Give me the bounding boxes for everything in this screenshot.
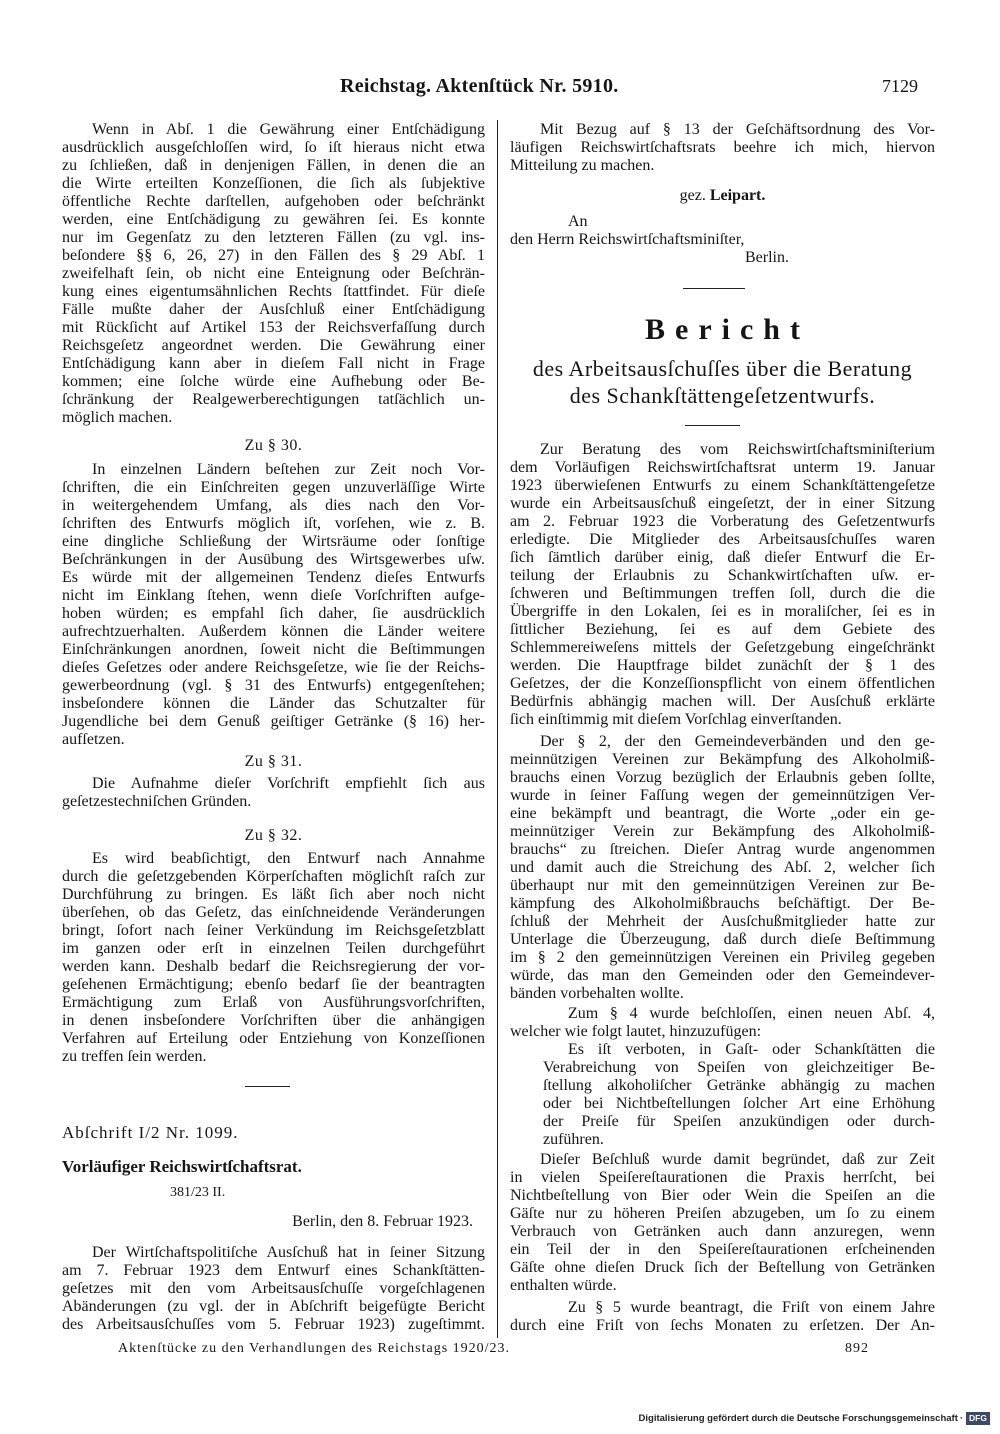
text-line: In einzelnen Ländern beſtehen zur Zeit noch Vor- — [92, 461, 485, 478]
footer-series: Aktenſtücke zu den Verhandlungen des Reichstags 1920/23. — [118, 1341, 511, 1356]
text-line: Reichsgeſetz angeordnet werden. Die Gewährung einer — [62, 337, 485, 354]
text-line: am 2. Februar 1923 die Vorberatung des Geſetzentwurfs — [510, 513, 935, 530]
text-line: kung eines eigentumsähnlichen Rechts ſtattfindet. Für dieſe — [62, 283, 485, 300]
paragraph-letter-body — [62, 1244, 485, 1334]
text-line: ausdrücklich ausgeſchloſſen wird, ſo iſt hieraus nicht etwa — [62, 139, 485, 156]
text-line: Der § 2, der den Gemeindeverbänden und den ge- — [540, 733, 935, 750]
text-line: meinnützigen Vereinen zur Bekämpfung des Alkoholmiß- — [510, 751, 935, 768]
text-line: ſchriften, die ein Einſchreiten gegen unzuverläſſige Wirte — [62, 479, 485, 496]
text-line: erledigte. Die Mitglieder des Arbeitsausſchuſſes waren — [510, 531, 935, 548]
text-line: werden. Die Hauptfrage bildet zunächſt der § 1 des — [510, 657, 935, 674]
footer-sheet-number: 892 — [845, 1341, 869, 1356]
text-line: ſchweren und Beſtimmungen treffen ſoll, durch die die — [510, 585, 935, 602]
text-line: der Preiſe für Speiſen anzukündigen oder durch- — [543, 1113, 935, 1130]
address-recipient: den Herrn Reichswirtſchaftsminiſter, — [510, 231, 745, 248]
paragraph-section-32 — [62, 850, 485, 1066]
text-line: dem Vorläufigen Reichswirtſchaftsrat unterm 19. Januar — [510, 459, 935, 476]
paragraph-letter-continuation — [510, 121, 935, 175]
text-line: überſehen, ob das Geſetz, das einſchneidende Veränderungen — [62, 904, 485, 921]
text-line: würde, das man den Gemeinden oder den Gemeindever- — [510, 967, 935, 984]
text-line: Jugendliche bei dem Genuß geiſtiger Getränke (§ 16) her- — [62, 713, 485, 730]
text-line: aufſetzen. — [62, 731, 125, 748]
text-line: in weitergehendem Umfang, als dies nach den Vor- — [62, 497, 485, 514]
text-line: werden kann. Deshalb bedarf die Reichsregierung der vor- — [62, 958, 485, 975]
text-line: Wenn in Abſ. 1 die Gewährung einer Entſchädigung — [92, 121, 485, 138]
text-line: durch eine Friſt von ſechs Monaten zu erſetzen. Der An- — [510, 1317, 935, 1334]
dfg-logo-icon: DFG — [966, 1412, 990, 1425]
text-line: ſich einſtimmig mit dieſem Vorſchlag einverſtanden. — [510, 711, 842, 728]
paragraph-section-5 — [510, 1299, 935, 1335]
paragraph-compensation — [62, 121, 485, 427]
text-line: Unterlage die Überzeugung, daß durch dieſe Beſtimmung — [510, 931, 935, 948]
text-line: brauchs“ zu ſtreichen. Dieſer Antrag wurde angenommen — [510, 841, 935, 858]
text-line: kämpfung des Alkoholmißbrauchs beſchäftigt. Der Be- — [510, 895, 935, 912]
text-line: insbeſondere können die Länder das Schutzalter für — [62, 695, 485, 712]
letter-place-date: Berlin, den 8. Februar 1923. — [292, 1213, 473, 1230]
text-line: mit Rückſicht auf Artikel 153 der Reichsverfaſſung durch — [62, 319, 485, 336]
paragraph-section-4 — [510, 1005, 935, 1041]
text-line: bringt, ſofort nach ſeiner Verkündung im Reichsgeſetzblatt — [62, 922, 485, 939]
text-line: Es iſt verboten, in Gaſt- oder Schankſtätten die — [568, 1041, 935, 1058]
running-title: Reichstag. Aktenſtück Nr. 5910. — [340, 75, 619, 97]
text-line: Durchführung zu bringen. Es läßt ſich aber noch nicht — [62, 886, 485, 903]
text-line: Der Wirtſchaftspolitiſche Ausſchuß hat in ſeiner Sitzung — [92, 1244, 485, 1261]
text-line: kommen; eine ſolche würde eine Aufhebung oder Be- — [62, 373, 485, 390]
text-line: am 7. Februar 1923 dem Entwurf eines Schankſtätten- — [62, 1262, 485, 1279]
text-line: geſetzestechniſchen Gründen. — [62, 793, 252, 810]
text-line: Übergriffe in den Lokalen, ſei es in moraliſcher, ſei es in — [510, 603, 935, 620]
text-line: nicht im Einklang ſtehen, wenn dieſe Vorſchriften aufge- — [62, 587, 485, 604]
report-subtitle-line: des Arbeitsausſchuſſes über die Beratung — [532, 356, 913, 381]
text-line: ſchluß der Mehrheit der Ausſchußmitglieder hatte zur — [510, 913, 935, 930]
paragraph-section-30 — [62, 461, 485, 749]
text-line: Dieſer Beſchluß wurde damit begründet, daß zur Zeit — [540, 1151, 935, 1168]
file-number: 381/23 II. — [170, 1185, 226, 1200]
text-line: Es wird beabſichtigt, den Entwurf nach Annahme — [92, 850, 485, 867]
text-line: Mitteilung zu machen. — [510, 157, 655, 174]
text-line: Zu § 5 wurde beantragt, die Friſt von einem Jahre — [568, 1299, 935, 1316]
signature — [510, 187, 935, 205]
text-line: meinnütziger Verein zur Bekämpfung des Alkoholmiß- — [510, 823, 935, 840]
section-heading-32: Zu § 32. — [244, 827, 303, 844]
letter-sender: Vorläufiger Reichswirtſchaftsrat. — [62, 1157, 302, 1176]
text-line: Verabreichung von Speiſen von gleichzeitiger Be- — [543, 1059, 935, 1076]
text-line: ſittlicher Beziehung, ſei es auf dem Gebiete des — [510, 621, 935, 638]
text-line: Bedürfnis abhängig machen will. Der Ausſchuß erklärte — [510, 693, 935, 710]
text-line: zu ſchließen, daß in denjenigen Fällen, in denen die an — [62, 157, 485, 174]
text-line: Geſetzes, der die Konzeſſionspflicht von einem öffentlichen — [510, 675, 935, 692]
text-line: überhaupt nur mit den gemeinnützigen Vereinen zur Be- — [510, 877, 935, 894]
text-line: ſtellung alkoholiſcher Getränke abhängig zu machen — [543, 1077, 935, 1094]
column-divider — [497, 120, 498, 1338]
text-line: Es würde mit der allgemeinen Tendenz dieſes Entwurfs — [62, 569, 485, 586]
separator-rule — [683, 288, 745, 289]
report-title: Bericht — [645, 313, 810, 346]
text-line: wurde ein Arbeitsausſchuß eingeſetzt, der in einer Sitzung — [510, 495, 935, 512]
text-line: ſchriften des Entwurfs möglich iſt, vorſehen, wie z. B. — [62, 515, 485, 532]
text-line: Fälle mußte daher der Ausſchluß einer Entſchädigung — [62, 301, 485, 318]
text-line: eine bekämpft und beantragt, die Worte „oder ein ge- — [510, 805, 935, 822]
text-line: Schlemmereiweſens mittels der Geſetzgebung eingeſchränkt — [510, 639, 935, 656]
text-line: beſondere §§ 6, 26, 27) in den Fällen des § 29 Abſ. 1 — [62, 247, 485, 264]
text-line: bänden vorbehalten wollte. — [510, 985, 684, 1002]
text-line: und damit auch die Streichung des Abſ. 2, welcher ſich — [510, 859, 935, 876]
text-line: in vielen Speiſereſtaurationen die Praxis herrſcht, bei — [510, 1169, 935, 1186]
text-line: die Wirte erteilten Konzeſſionen, die ſich als ſubjektive — [62, 175, 485, 192]
text-line: ein Teil der in den Speiſereſtaurationen erſcheinenden — [510, 1241, 935, 1258]
text-line: Beſchränkungen in der Ausübung des Wirtsgewerbes uſw. — [62, 551, 485, 568]
text-line: des Arbeitsausſchuſſes vom 5. Februar 1923) zugeſtimmt. — [62, 1316, 485, 1333]
quoted-provision — [543, 1041, 935, 1149]
section-heading-30: Zu § 30. — [244, 437, 303, 454]
page-number: 7129 — [882, 76, 918, 96]
report-subtitle-line: des Schankſtättengeſetzentwurfs. — [569, 383, 876, 408]
text-line: in denen insbeſondere Vorſchriften über die anhängigen — [62, 1012, 485, 1029]
text-line: Gäſte ohne dieſen Druck ſich der Beſtellung von Getränken — [510, 1259, 935, 1276]
text-line: Zur Beratung des vom Reichswirtſchaftsminiſterium — [540, 441, 935, 458]
copy-label: Abſchrift I/2 Nr. 1099. — [62, 1123, 239, 1142]
signature-prefix: gez. — [679, 187, 706, 204]
text-line: Verfahren auf Erteilung oder Entziehung von Konzeſſionen — [62, 1030, 485, 1047]
paragraph-section-2 — [510, 733, 935, 1003]
text-line: geſehenen Ermächtigung; ebenſo bedarf ſie der beantragten — [62, 976, 485, 993]
text-line: Gäſte nur zu höheren Preiſen abzugeben, um ſo zu einem — [510, 1205, 935, 1222]
text-line: nur im Gegenſatz zu den letzteren Fällen (zu vgl. ins- — [62, 229, 485, 246]
paragraph-justification — [510, 1151, 935, 1295]
paragraph-section-31 — [62, 775, 485, 811]
text-line: Einſchränkungen anordnen, ſoweit nicht die Beſtimmungen — [62, 641, 485, 658]
signature-name: Leipart. — [709, 187, 766, 204]
text-line: zu treffen ſein werden. — [62, 1048, 207, 1065]
text-line: im § 2 den gemeinnützigen Vereinen ein Privileg gegeben — [510, 949, 935, 966]
text-line: eine dingliche Schließung der Wirtsräume oder ſonſtige — [62, 533, 485, 550]
text-line: Ermächtigung zum Erlaß von Ausführungsvorſchriften, — [62, 994, 485, 1011]
text-line: Mit Bezug auf § 13 der Geſchäftsordnung des Vor- — [540, 121, 935, 138]
text-line: durch die geſetzgebenden Körperſchaften möglichſt raſch zur — [62, 868, 485, 885]
text-line: hoben würden; es empfahl ſich daher, ſie ausdrücklich — [62, 605, 485, 622]
text-line: Die Aufnahme dieſer Vorſchrift empfiehlt ſich aus — [92, 775, 485, 792]
text-line: 1923 überwieſenen Entwurfs zu einem Schankſtättengeſetze — [510, 477, 935, 494]
text-line: zuführen. — [543, 1131, 604, 1148]
separator-rule — [685, 425, 740, 426]
credit-separator: · — [959, 1413, 964, 1425]
text-line: werden, eine Entſchädigung zu gewähren ſei. Es konnte — [62, 211, 485, 228]
text-line: läufigen Reichswirtſchaftsrats beehre ich mich, hiervon — [510, 139, 935, 156]
text-line: Abänderungen (zu vgl. der in Abſchrift beigefügte Bericht — [62, 1298, 485, 1315]
digitization-credit — [639, 1412, 990, 1426]
section-heading-31: Zu § 31. — [244, 753, 303, 770]
text-line: gewerbeordnung (vgl. § 31 des Entwurfs) entgegenſtehen; — [62, 677, 485, 694]
text-line: aufrechtzuerhalten. Außerdem können die Länder weitere — [62, 623, 485, 640]
text-line: teilung der Erlaubnis zu Schankwirtſchaften uſw. er- — [510, 567, 935, 584]
separator-rule — [245, 1086, 290, 1087]
text-line: ſich ſämtlich darüber einig, daß dieſer Entwurf die Er- — [510, 549, 935, 566]
paragraph-report-intro — [510, 441, 935, 729]
text-line: welcher wie folgt lautet, hinzuzufügen: — [510, 1023, 762, 1040]
text-line: oder bei Nichtbeſtellungen ſolcher Art eine Erhöhung — [543, 1095, 935, 1112]
credit-text: Digitalisierung gefördert durch die Deutsche Forschungsgemeinschaft — [638, 1413, 958, 1425]
text-line: ſchränkung der Realgewerberechtigungen tatſächlich un- — [62, 391, 485, 408]
text-line: im ganzen oder erſt in einzelnen Teilen durchgeführt — [62, 940, 485, 957]
text-line: Zum § 4 wurde beſchloſſen, einen neuen Abſ. 4, — [568, 1005, 935, 1022]
text-line: wurde in ſeiner Faſſung wegen der gemeinnützigen Ver- — [510, 787, 935, 804]
text-line: öffentliche Rechte darſtellen, aufgehoben oder beſchränkt — [62, 193, 485, 210]
text-line: Verbrauch von Getränken auch dann anzuregen, wenn — [510, 1223, 935, 1240]
text-line: zweifelhaft ſein, ob nicht eine Enteignung oder Beſchrän- — [62, 265, 485, 282]
address-city: Berlin. — [745, 249, 789, 266]
text-line: dieſes Geſetzes oder andere Reichsgeſetze, wie ſie der Reichs- — [62, 659, 485, 676]
address-to: An — [568, 213, 588, 230]
text-line: geſetzes mit den vom Arbeitsausſchuſſe vorgeſchlagenen — [62, 1280, 485, 1297]
text-line: enthalten würde. — [510, 1277, 617, 1294]
text-line: möglich machen. — [62, 409, 173, 426]
text-line: brauchs einen Vorzug bezüglich der Erlaubnis geben ſollte, — [510, 769, 935, 786]
text-line: Nichtbeſtellung von Bier oder Wein die Speiſen an die — [510, 1187, 935, 1204]
text-line: Entſchädigung kann aber in dieſem Fall nicht in Frage — [62, 355, 485, 372]
